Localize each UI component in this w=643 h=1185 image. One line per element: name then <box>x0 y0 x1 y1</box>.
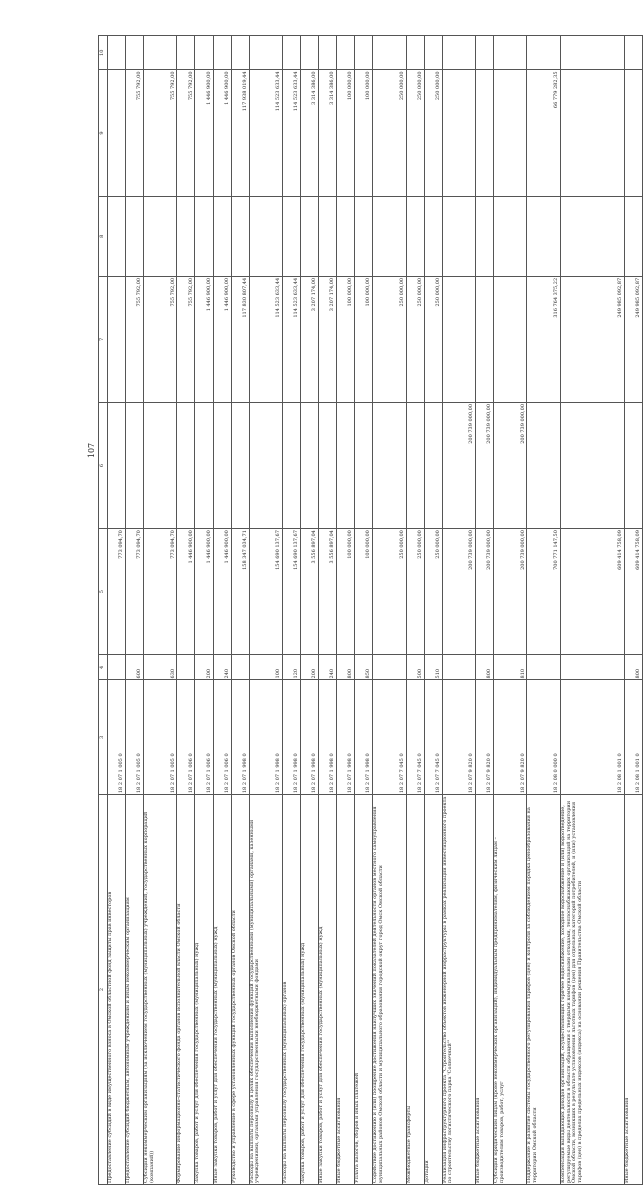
row-value-5: 154 690 137,67 <box>282 529 300 655</box>
row-value-7: 3 207 174,00 <box>301 276 319 402</box>
budget-table <box>98 35 643 1185</box>
row-value-9 <box>494 70 527 196</box>
row-value-5: 773 094,70 <box>108 529 126 655</box>
row-value-8 <box>373 196 406 276</box>
row-value-7 <box>108 276 126 402</box>
row-code: 18 2 07 7 045 0 <box>406 680 424 795</box>
row-value-10 <box>282 36 300 70</box>
row-value-7: 250 000,00 <box>373 276 406 402</box>
row-value-6: 200 739 000,00 <box>442 403 475 529</box>
row-value-7: 1 446 900,00 <box>195 276 213 402</box>
row-value-10 <box>560 36 624 70</box>
row-value-8 <box>213 196 231 276</box>
row-value-10 <box>195 36 213 70</box>
table-row <box>213 36 231 1185</box>
row-value-7: 114 523 633,44 <box>249 276 282 402</box>
row-value-5: 158 347 034,71 <box>231 529 249 655</box>
row-value-6 <box>406 403 424 529</box>
table-row <box>301 36 319 1185</box>
row-value-9 <box>442 70 475 196</box>
row-value-7: 1 446 900,00 <box>213 276 231 402</box>
row-code: 18 2 07 7 045 0 <box>373 680 406 795</box>
row-kvr: 200 <box>301 655 319 680</box>
row-value-7: 316 764 375,22 <box>527 276 560 402</box>
row-code: 18 2 07 7 045 0 <box>424 680 442 795</box>
row-value-10 <box>527 36 560 70</box>
row-value-8 <box>475 196 493 276</box>
row-value-7: 114 523 633,44 <box>282 276 300 402</box>
row-value-9 <box>108 70 126 196</box>
row-code: 18 2 07 1 005 0 <box>144 680 177 795</box>
table-row <box>319 36 337 1185</box>
row-code: 18 2 07 9 820 0 <box>442 680 475 795</box>
row-value-8 <box>126 196 144 276</box>
row-value-5: 773 094,70 <box>144 529 177 655</box>
row-name: Иные закупки товаров, работ и услуг для обеспечения государственных (муниципальных) нужд <box>319 795 337 1185</box>
row-name: Субсидии юридическим лицам (кроме некоммерческих организаций), индивидуальным предпринимателям, физическим лицам – производителям товаров, работ, услуг <box>494 795 527 1185</box>
row-value-9: 755 792,00 <box>177 70 195 196</box>
row-value-9 <box>624 70 642 196</box>
row-value-6 <box>126 403 144 529</box>
row-name: Поддержание и развитие системы государственного регулирования тарифов (цен) и контроля за соблюдением порядка ценообразования на территории Омской области <box>527 795 560 1185</box>
row-name: Компенсация выпадающих доходов организаций, осуществляющих горячее водоснабжение, холодное водоснабжение и (или) водоотведение, регулируемые виды деятельности в области обращения с твердыми коммунальными отходами, теплоснабжающих организаций на территории Омской области, возникших в результате установления льготных тарифов (цен) для отдельных категорий потребителей, и (или) установления тарифов (цен) в пределах предельных индексов (индекса) на основании решения Правительства Омской области <box>560 795 624 1185</box>
row-value-7: 100 000,00 <box>337 276 355 402</box>
table-row <box>424 36 442 1185</box>
row-value-10 <box>475 36 493 70</box>
rotated-table-container <box>98 35 643 1185</box>
row-value-7: 755 792,00 <box>177 276 195 402</box>
row-value-10 <box>337 36 355 70</box>
row-value-5: 250 000,00 <box>373 529 406 655</box>
row-value-9: 250 000,00 <box>406 70 424 196</box>
row-value-8 <box>560 196 624 276</box>
row-value-7: 249 985 092,87 <box>624 276 642 402</box>
row-value-6 <box>231 403 249 529</box>
row-name: Содействие достижению и (или) поощрение достижения наилучших значений показателей деятельности органов местного самоуправления муниципальных районов Омской области и муниципального образования городской округ город Омск Омской области <box>373 795 406 1185</box>
row-code: 18 2 08 1 001 0 <box>624 680 642 795</box>
row-value-10 <box>319 36 337 70</box>
row-value-9: 250 000,00 <box>424 70 442 196</box>
row-code: 18 2 07 1 005 0 <box>126 680 144 795</box>
row-value-7 <box>494 276 527 402</box>
row-value-10 <box>126 36 144 70</box>
row-value-6 <box>355 403 373 529</box>
row-value-7: 250 000,00 <box>424 276 442 402</box>
row-name: Дотации <box>424 795 442 1185</box>
table-row <box>108 36 126 1185</box>
header-cell: 8 <box>99 196 108 276</box>
header-cell: 6 <box>99 403 108 529</box>
header-cell: 5 <box>99 529 108 655</box>
row-value-5: 250 000,00 <box>406 529 424 655</box>
row-value-8 <box>301 196 319 276</box>
table-row <box>494 36 527 1185</box>
row-value-9 <box>475 70 493 196</box>
row-value-6 <box>144 403 177 529</box>
row-value-6 <box>624 403 642 529</box>
row-value-10 <box>144 36 177 70</box>
row-value-5: 1 446 900,00 <box>177 529 195 655</box>
header-cell: 3 <box>99 680 108 795</box>
row-kvr: 810 <box>494 655 527 680</box>
row-kvr <box>177 655 195 680</box>
row-value-7: 755 792,00 <box>144 276 177 402</box>
row-name: Расходы на выплаты персоналу государственных (муниципальных) органов <box>282 795 300 1185</box>
row-value-8 <box>144 196 177 276</box>
table-row <box>527 36 560 1185</box>
header-cell: 9 <box>99 70 108 196</box>
row-kvr <box>560 655 624 680</box>
row-value-7: 755 792,00 <box>126 276 144 402</box>
row-name: Межбюджетные трансферты <box>406 795 424 1185</box>
row-value-8 <box>355 196 373 276</box>
row-value-5: 1 446 900,00 <box>195 529 213 655</box>
table-row <box>282 36 300 1185</box>
row-value-5: 200 739 000,00 <box>494 529 527 655</box>
row-value-8 <box>624 196 642 276</box>
row-name: Уплата налогов, сборов и иных платежей <box>355 795 373 1185</box>
row-kvr: 600 <box>126 655 144 680</box>
row-value-6 <box>337 403 355 529</box>
table-row <box>126 36 144 1185</box>
row-code: 18 2 07 1 006 0 <box>195 680 213 795</box>
table-row <box>231 36 249 1185</box>
row-code: 18 2 07 1 998 0 <box>301 680 319 795</box>
row-value-6 <box>527 403 560 529</box>
row-value-6 <box>319 403 337 529</box>
row-code: 18 2 07 1 005 0 <box>108 680 126 795</box>
row-value-8 <box>494 196 527 276</box>
row-value-10 <box>301 36 319 70</box>
row-value-8 <box>319 196 337 276</box>
row-value-10 <box>231 36 249 70</box>
row-name: Формирование информационно-статистического фонда органов исполнительной власти Омской области <box>177 795 195 1185</box>
row-name: Расходы на выплаты персоналу в целях обеспечения выполнения функций государственными (муниципальными) органами, казенными учреждениями, органами управления государственными внебюджетными фондами <box>249 795 282 1185</box>
table-row <box>249 36 282 1185</box>
row-value-7: 117 830 807,44 <box>231 276 249 402</box>
row-value-7 <box>475 276 493 402</box>
row-code: 18 2 07 1 998 0 <box>282 680 300 795</box>
row-value-9: 1 446 900,00 <box>195 70 213 196</box>
row-value-8 <box>249 196 282 276</box>
row-name: Иные закупки товаров, работ и услуг для обеспечения государственных (муниципальных) нужд <box>213 795 231 1185</box>
row-value-10 <box>442 36 475 70</box>
row-code: 18 2 07 1 998 0 <box>249 680 282 795</box>
row-kvr <box>231 655 249 680</box>
row-kvr <box>108 655 126 680</box>
row-value-5: 3 556 897,04 <box>319 529 337 655</box>
row-name: Реализация инфраструктурного проекта "Строительство объектов инженерной инфраструктуры в рамках реализации инвестиционного проекта по строительству логистического парка 'Солнечный'" <box>442 795 475 1185</box>
table-row <box>373 36 406 1185</box>
header-cell: 7 <box>99 276 108 402</box>
row-code: 18 2 07 1 006 0 <box>213 680 231 795</box>
row-value-5: 3 556 897,04 <box>301 529 319 655</box>
row-code: 18 2 08 0 000 0 <box>527 680 560 795</box>
row-value-5: 250 000,00 <box>424 529 442 655</box>
row-value-5: 609 414 758,09 <box>560 529 624 655</box>
row-kvr: 850 <box>355 655 373 680</box>
row-value-9: 755 792,00 <box>144 70 177 196</box>
row-value-9: 755 792,00 <box>126 70 144 196</box>
row-kvr: 800 <box>624 655 642 680</box>
row-kvr: 120 <box>282 655 300 680</box>
row-value-6: 200 739 000,00 <box>494 403 527 529</box>
row-name: Предоставление субсидий в виде имущественного взноса в Омской областной фонд защиты прав инвесторов <box>108 795 126 1185</box>
row-kvr: 200 <box>195 655 213 680</box>
row-value-7 <box>442 276 475 402</box>
header-cell: 2 <box>99 795 108 1185</box>
page-number: 107 <box>87 442 97 459</box>
row-value-5: 609 414 758,09 <box>624 529 642 655</box>
row-name: Закупка товаров, работ и услуг для обеспечения государственных (муниципальных) нужд <box>195 795 213 1185</box>
row-code: 18 2 07 1 998 0 <box>355 680 373 795</box>
row-value-9 <box>560 70 624 196</box>
row-value-6: 200 739 000,00 <box>475 403 493 529</box>
row-kvr: 800 <box>337 655 355 680</box>
row-value-9: 3 314 386,00 <box>301 70 319 196</box>
row-value-10 <box>213 36 231 70</box>
row-value-8 <box>177 196 195 276</box>
header-cell: 10 <box>99 36 108 70</box>
row-value-9: 114 523 633,44 <box>249 70 282 196</box>
table-body <box>99 36 643 1185</box>
table-row <box>442 36 475 1185</box>
row-value-10 <box>355 36 373 70</box>
row-value-10 <box>373 36 406 70</box>
row-value-10 <box>108 36 126 70</box>
table-row <box>144 36 177 1185</box>
row-value-6 <box>195 403 213 529</box>
row-name: Иные бюджетные ассигнования <box>624 795 642 1185</box>
row-value-10 <box>494 36 527 70</box>
row-value-6 <box>560 403 624 529</box>
row-value-9: 114 523 633,44 <box>282 70 300 196</box>
row-value-8 <box>527 196 560 276</box>
row-kvr: 100 <box>249 655 282 680</box>
row-name: Субсидии некоммерческим организациям (за исключением государственных (муниципальных) учреждений, государственных корпораций (компаний)) <box>144 795 177 1185</box>
row-value-5: 154 690 137,67 <box>249 529 282 655</box>
row-code: 18 2 07 1 998 0 <box>337 680 355 795</box>
row-value-10 <box>177 36 195 70</box>
row-value-5: 773 094,70 <box>126 529 144 655</box>
row-value-8 <box>231 196 249 276</box>
row-value-5: 200 739 000,00 <box>442 529 475 655</box>
row-name: Предоставление субсидий бюджетным, автономным учреждениям и иным некоммерческим организациям <box>126 795 144 1185</box>
row-value-9: 250 000,00 <box>373 70 406 196</box>
row-value-6 <box>108 403 126 529</box>
row-name: Иные бюджетные ассигнования <box>475 795 493 1185</box>
row-value-6 <box>373 403 406 529</box>
row-value-10 <box>424 36 442 70</box>
row-value-5: 100 000,00 <box>337 529 355 655</box>
row-code: 18 2 07 1 998 0 <box>231 680 249 795</box>
table-row <box>355 36 373 1185</box>
row-value-7: 249 985 092,87 <box>560 276 624 402</box>
row-value-9: 1 446 900,00 <box>213 70 231 196</box>
row-code: 18 2 07 9 820 0 <box>494 680 527 795</box>
row-kvr <box>527 655 560 680</box>
row-code: 18 2 07 9 820 0 <box>475 680 493 795</box>
table-row <box>195 36 213 1185</box>
row-value-5: 1 446 900,00 <box>213 529 231 655</box>
row-value-7: 100 000,00 <box>355 276 373 402</box>
table-row <box>560 36 624 1185</box>
row-value-8 <box>108 196 126 276</box>
table-row <box>406 36 424 1185</box>
row-kvr: 240 <box>319 655 337 680</box>
row-value-6 <box>301 403 319 529</box>
row-value-7: 3 207 174,00 <box>319 276 337 402</box>
row-value-6 <box>282 403 300 529</box>
table-row <box>177 36 195 1185</box>
row-value-10 <box>624 36 642 70</box>
table-row <box>624 36 642 1185</box>
row-value-8 <box>195 196 213 276</box>
row-value-8 <box>442 196 475 276</box>
row-value-6 <box>424 403 442 529</box>
row-value-7: 250 000,00 <box>406 276 424 402</box>
row-value-9: 3 314 386,00 <box>319 70 337 196</box>
row-kvr: 240 <box>213 655 231 680</box>
row-value-8 <box>282 196 300 276</box>
row-value-5: 100 000,00 <box>355 529 373 655</box>
row-name: Руководство и управление в сфере установленных функций государственных органов Омской области <box>231 795 249 1185</box>
row-kvr <box>373 655 406 680</box>
row-value-5: 200 739 000,00 <box>475 529 493 655</box>
row-kvr: 800 <box>475 655 493 680</box>
row-kvr: 630 <box>144 655 177 680</box>
row-value-10 <box>406 36 424 70</box>
row-value-6 <box>249 403 282 529</box>
row-code: 18 2 07 1 006 0 <box>177 680 195 795</box>
row-value-9: 100 000,00 <box>355 70 373 196</box>
row-value-8 <box>406 196 424 276</box>
row-value-5: 700 771 147,50 <box>527 529 560 655</box>
row-value-8 <box>424 196 442 276</box>
row-value-8 <box>337 196 355 276</box>
row-kvr: 510 <box>424 655 442 680</box>
row-name: Закупка товаров, работ и услуг для обеспечения государственных (муниципальных) нужд <box>301 795 319 1185</box>
header-cell: 4 <box>99 655 108 680</box>
row-value-10 <box>249 36 282 70</box>
table-row <box>337 36 355 1185</box>
table-row <box>475 36 493 1185</box>
row-code: 18 2 07 1 998 0 <box>319 680 337 795</box>
row-value-6 <box>177 403 195 529</box>
row-kvr: 500 <box>406 655 424 680</box>
row-kvr <box>442 655 475 680</box>
row-name: Иные бюджетные ассигнования <box>337 795 355 1185</box>
row-code: 18 2 08 1 001 0 <box>560 680 624 795</box>
row-value-6 <box>213 403 231 529</box>
row-value-9: 100 000,00 <box>337 70 355 196</box>
row-value-9: 117 938 019,44 <box>231 70 249 196</box>
row-value-9: 66 779 282,35 <box>527 70 560 196</box>
